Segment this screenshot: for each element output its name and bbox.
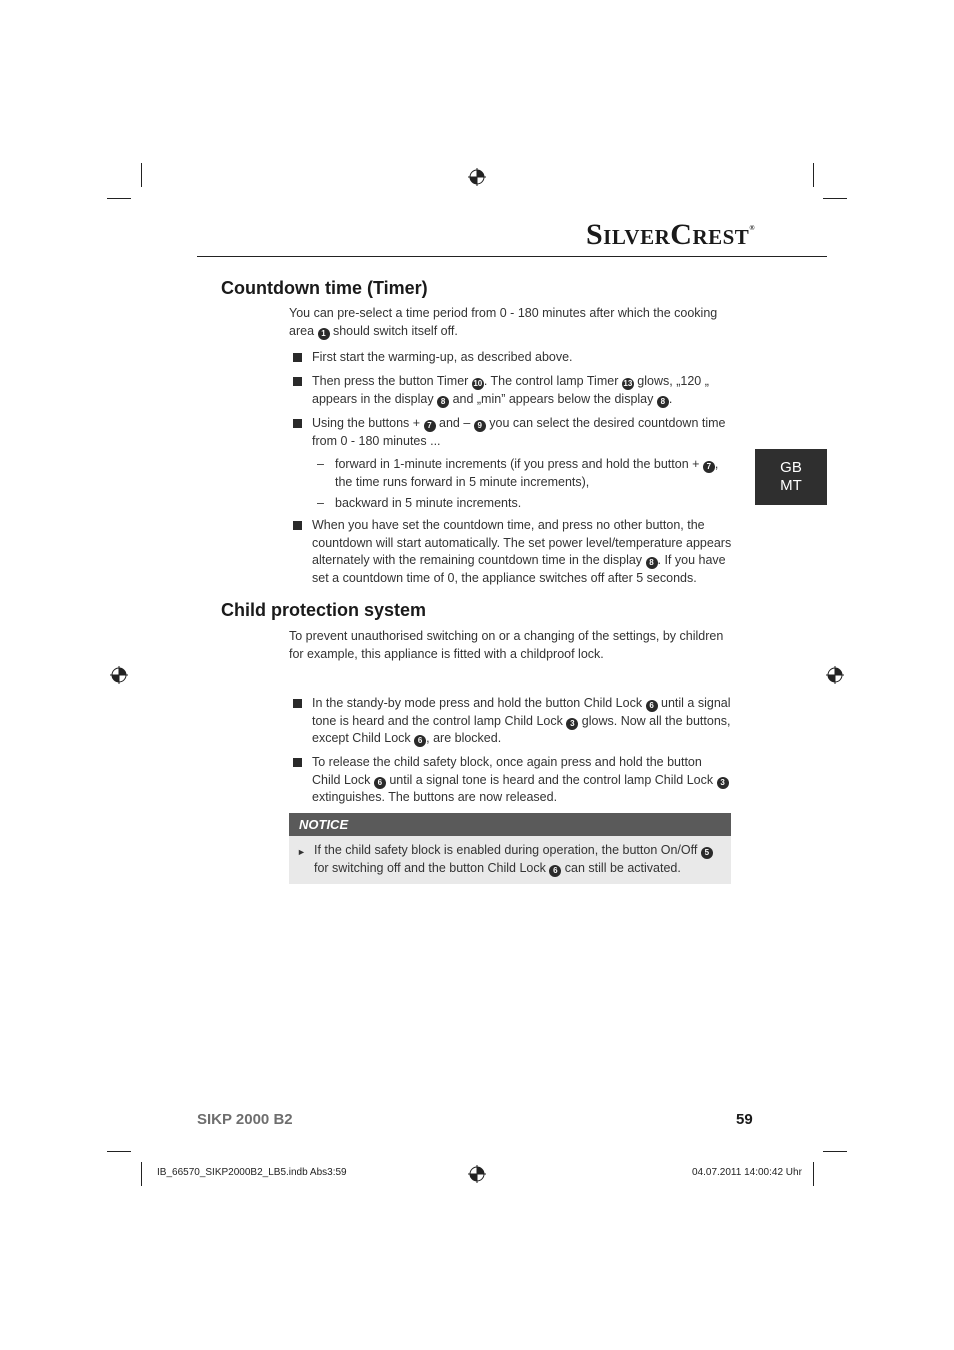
registration-mark-icon: [110, 666, 128, 684]
footer-model-number: SIKP 2000 B2: [197, 1111, 293, 1128]
bullet-square-icon: [293, 419, 302, 428]
crop-mark: [813, 163, 814, 187]
ref-number: 9: [474, 420, 486, 432]
list-item: To release the child safety block, once again press and hold the button Child Lock 6 until a signal tone is heard and the control lamp Child Lock 3 extinguishes. The buttons are now released.: [293, 754, 733, 807]
section-heading-child-protection: Child protection system: [221, 600, 427, 620]
crop-mark: [823, 1151, 847, 1152]
list-item: In the standy-by mode press and hold the button Child Lock 6 until a signal tone is heard and the control lamp Child Lock 3 glows. Now all the buttons, except Child Lock 6 , are blocked.: [293, 695, 733, 748]
notice-label: NOTICE: [289, 813, 731, 836]
list-item: Then press the button Timer 10 . The control lamp Timer 13 glows, „120 „ appears in the display 8 and „min” appears below the display 8 .: [293, 373, 733, 408]
language-code: MT: [780, 477, 802, 494]
crop-mark: [107, 1151, 131, 1152]
language-code: GB: [780, 459, 802, 476]
bullet-square-icon: [293, 758, 302, 767]
ref-number: 1: [318, 328, 330, 340]
ref-number: 8: [646, 557, 658, 569]
registration-mark-icon: [468, 168, 486, 186]
ref-number: 13: [623, 379, 633, 388]
registration-mark-icon: [826, 666, 844, 684]
notice-box: [289, 836, 731, 884]
ref-number: 3: [566, 718, 578, 730]
bullet-square-icon: [293, 699, 302, 708]
print-slug-right: 04.07.2011 14:00:42 Uhr: [692, 1167, 802, 1178]
page-number: 59: [736, 1111, 753, 1128]
ref-number: 6: [414, 735, 426, 747]
print-slug-left: IB_66570_SIKP2000B2_LB5.indb Abs3:59: [157, 1167, 347, 1178]
crop-mark: [107, 198, 131, 199]
registration-mark-icon: [468, 1165, 486, 1183]
list-item: Using the buttons + 7 and – 9 you can select the desired countdown time from 0 - 180 minutes ...: [293, 415, 733, 450]
ref-number: 3: [717, 777, 729, 789]
section-heading-timer: Countdown time (Timer): [221, 278, 428, 298]
ref-number: 8: [657, 396, 669, 408]
child-intro: To prevent unauthorised switching on or a changing of the settings, by children for example, this appliance is fitted with a childproof lock.: [289, 629, 724, 661]
bullet-square-icon: [293, 521, 302, 530]
sub-list-item: – backward in 5 minute increments.: [317, 496, 522, 510]
list-item: When you have set the countdown time, and press no other button, the countdown will start automatically. The set power level/temperature appears alternately with the remaining countdown time in the display 8 . If you have set a countdown time of 0, the appliance switches off after 5 seconds.: [293, 517, 733, 587]
bullet-square-icon: [293, 377, 302, 386]
ref-number: 7: [703, 461, 715, 473]
ref-number: 5: [701, 847, 713, 859]
notice-text: If the child safety block is enabled during operation, the button On/Off 5 for switching off and the button Child Lock 6 can still be activated.: [314, 842, 724, 877]
timer-intro: You can pre-select a time period from 0 - 180 minutes after which the cooking area 1 should switch itself off.: [289, 306, 718, 338]
ref-number: 6: [374, 777, 386, 789]
sub-list-item: – forward in 1-minute increments (if you press and hold the button + 7 , the time runs forward in 5 minute increments),: [317, 457, 719, 489]
ref-number: 7: [424, 420, 436, 432]
ref-number: 6: [549, 865, 561, 877]
crop-mark: [813, 1162, 814, 1186]
ref-number: 6: [646, 700, 658, 712]
crop-mark: [141, 163, 142, 187]
header-rule: [197, 256, 827, 257]
language-tab: [755, 449, 827, 505]
arrow-right-icon: ►: [297, 847, 306, 857]
ref-number: 8: [437, 396, 449, 408]
crop-mark: [141, 1162, 142, 1186]
crop-mark: [823, 198, 847, 199]
bullet-square-icon: [293, 353, 302, 362]
ref-number: 10: [473, 379, 483, 388]
brand-logo: SilverCrest®: [586, 218, 756, 251]
list-item: First start the warming-up, as described above.: [293, 349, 733, 367]
